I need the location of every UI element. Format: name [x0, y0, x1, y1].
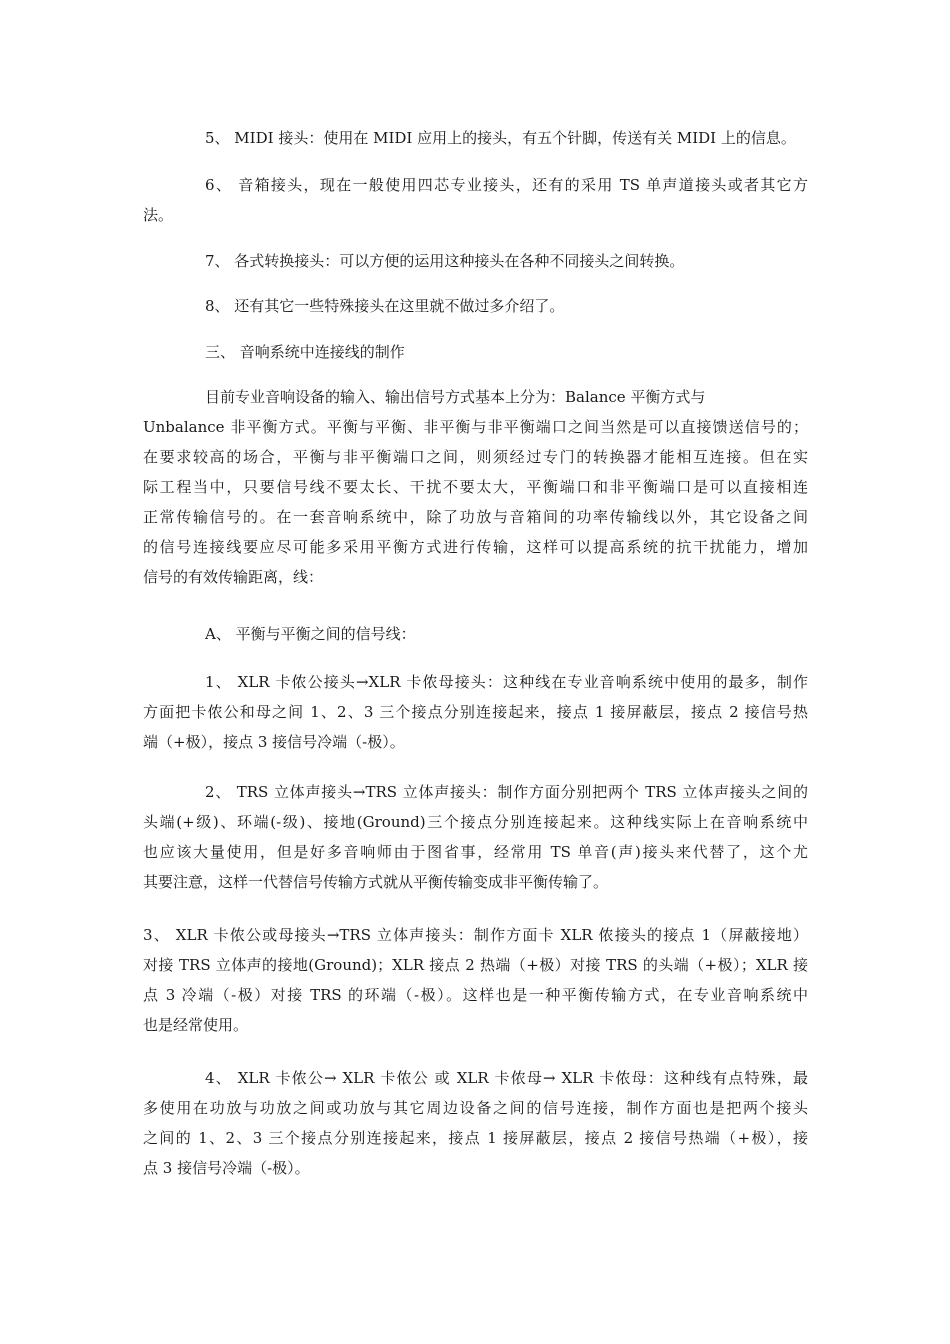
text-line: 6、 音箱接头，现在一般使用四芯专业接头，还有的采用 TS 单声道接头或者其它方	[205, 176, 808, 194]
text-line: 7、 各式转换接头：可以方便的运用这种接头在各种不同接头之间转换。	[205, 252, 685, 270]
text-line: 多使用在功放与功放之间或功放与其它周边设备之间的信号连接，制作方面也是把两个接头	[143, 1099, 808, 1117]
section-heading	[143, 337, 808, 367]
paragraph-trs-trs	[143, 777, 808, 897]
text-line: A、 平衡与平衡之间的信号线：	[205, 625, 416, 643]
text-line: 8、 还有其它一些特殊接头在这里就不做过多介绍了。	[205, 297, 565, 315]
text-line: 在要求较高的场合，平衡与非平衡端口之间，则须经过专门的转换器才能相互连接。但在实	[143, 448, 808, 466]
paragraph-balance-intro	[143, 382, 808, 592]
paragraph-adapter-connector	[143, 246, 808, 276]
text-line: 三、 音响系统中连接线的制作	[205, 343, 405, 361]
paragraph-xlr-male-male	[143, 1063, 808, 1183]
text-line: 2、 TRS 立体声接头→TRS 立体声接头：制作方面分别把两个 TRS 立体声接头之间的	[205, 783, 808, 801]
text-line: 目前专业音响设备的输入、输出信号方式基本上分为：Balance 平衡方式与	[205, 388, 706, 406]
text-line: 4、 XLR 卡侬公→ XLR 卡侬公 或 XLR 卡侬母→ XLR 卡侬母：这种线有点特殊，最	[205, 1069, 808, 1087]
paragraph-speaker-connector	[143, 170, 808, 230]
text-line: 3、 XLR 卡侬公或母接头→TRS 立体声接头：制作方面卡 XLR 侬接头的接点 1（屏蔽接地）	[143, 926, 808, 944]
text-line: 头端(+级)、环端(-级)、接地(Ground)三个接点分别连接起来。这种线实际上在音响系统中	[143, 813, 808, 831]
text-line: 对接 TRS 立体声的接地(Ground)；XLR 接点 2 热端（+极）对接 TRS 的头端（+极）；XLR 接	[143, 956, 808, 974]
text-line: 端（+极），接点 3 接信号冷端（-极）。	[143, 733, 405, 751]
subheading-balanced-cables	[143, 619, 808, 649]
paragraph-other-connectors	[143, 291, 808, 321]
text-line: 际工程当中，只要信号线不要太长、干扰不要太大，平衡端口和非平衡端口是可以直接相连	[143, 478, 808, 496]
text-line: 之间的 1、2、3 三个接点分别连接起来，接点 1 接屏蔽层，接点 2 接信号热端（+极），接	[143, 1129, 808, 1147]
text-line: 的信号连接线要应尽可能多采用平衡方式进行传输，这样可以提高系统的抗干扰能力，增加	[143, 538, 808, 556]
text-line: 正常传输信号的。在一套音响系统中，除了功放与音箱间的功率传输线以外，其它设备之间	[143, 508, 808, 526]
text-line: 法。	[143, 206, 174, 224]
text-line: Unbalance 非平衡方式。平衡与平衡、非平衡与非平衡端口之间当然是可以直接馈送信号的；	[143, 418, 808, 436]
text-line: 信号的有效传输距离，线：	[143, 568, 324, 586]
text-line: 其要注意，这样一代替信号传输方式就从平衡传输变成非平衡传输了。	[143, 873, 609, 891]
text-line: 方面把卡侬公和母之间 1、2、3 三个接点分别连接起来，接点 1 接屏蔽层，接点 2 接信号热	[143, 703, 808, 721]
text-line: 5、 MIDI 接头：使用在 MIDI 应用上的接头，有五个针脚，传送有关 MIDI 上的信息。	[205, 129, 796, 147]
text-line: 点 3 接信号冷端（-极）。	[143, 1159, 310, 1177]
paragraph-xlr-trs	[143, 920, 808, 1040]
text-line: 也是经常使用。	[143, 1016, 249, 1034]
paragraph-midi-connector	[143, 123, 808, 153]
text-line: 也应该大量使用，但是好多音响师由于图省事，经常用 TS 单音(声)接头来代替了，这个尤	[143, 843, 808, 861]
text-line: 点 3 冷端（-极）对接 TRS 的环端（-极）。这样也是一种平衡传输方式，在专业音响系统中	[143, 986, 808, 1004]
text-line: 1、 XLR 卡侬公接头→XLR 卡侬母接头：这种线在专业音响系统中使用的最多，制作	[205, 673, 808, 691]
paragraph-xlr-xlr	[143, 667, 808, 757]
